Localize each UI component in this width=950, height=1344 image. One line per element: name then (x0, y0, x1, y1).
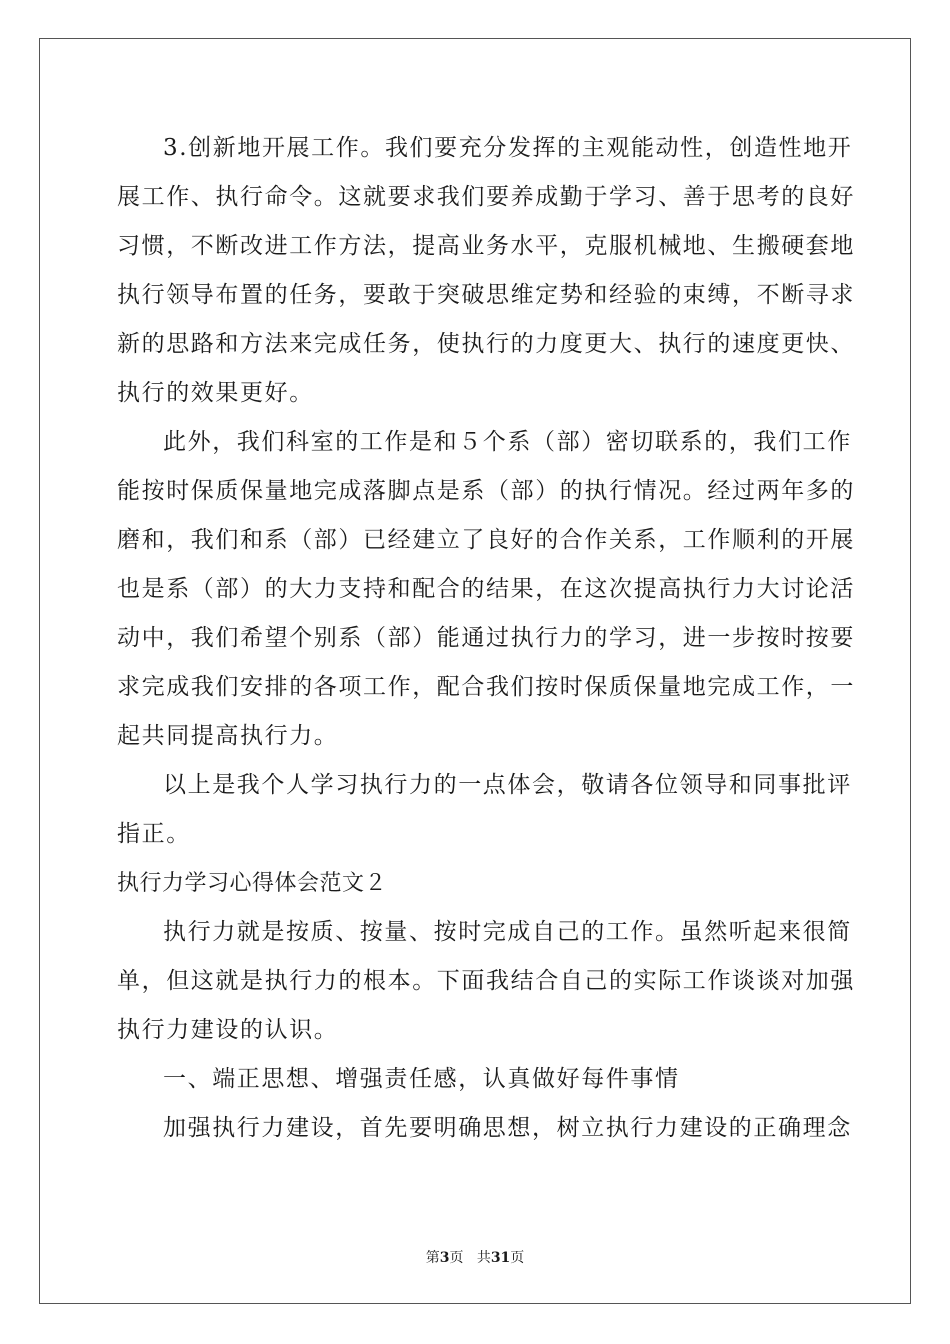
total-pages: 31 (490, 1250, 511, 1266)
paragraph-line: 展工作、执行命令。这就要求我们要养成勤于学习、善于思考的良好 (117, 184, 855, 210)
total-label-suffix: 页 (510, 1250, 525, 1266)
paragraph-line: 习惯，不断改进工作方法，提高业务水平，克服机械地、生搬硬套地 (117, 233, 855, 259)
document-body (117, 124, 855, 1153)
page-footer (0, 1247, 950, 1267)
paragraph-line: 此外，我们科室的工作是和５个系（部）密切联系的，我们工作 (163, 429, 852, 455)
paragraph-line: 执行领导布置的任务，要敢于突破思维定势和经验的束缚，不断寻求 (117, 282, 855, 308)
subsection-heading: 一、端正思想、增强责任感，认真做好每件事情 (163, 1066, 680, 1092)
total-label-prefix: 共 (476, 1250, 491, 1266)
paragraph-line: 起共同提高执行力。 (117, 723, 339, 749)
page-number: 3 (439, 1250, 450, 1266)
paragraph-line: 指正。 (117, 821, 191, 847)
paragraph-line: 磨和，我们和系（部）已经建立了良好的合作关系，工作顺利的开展 (117, 527, 855, 553)
paragraph-line: 求完成我们安排的各项工作，配合我们按时保质保量地完成工作，一 (117, 674, 855, 700)
paragraph-line: 也是系（部）的大力支持和配合的结果，在这次提高执行力大讨论活 (117, 576, 855, 602)
paragraph-line: 能按时保质保量地完成落脚点是系（部）的执行情况。经过两年多的 (117, 478, 855, 504)
paragraph-line: 执行力建设的认识。 (117, 1017, 339, 1043)
paragraph-line: 3.创新地开展工作。我们要充分发挥的主观能动性，创造性地开 (163, 135, 853, 161)
page-label-prefix: 第 (425, 1250, 440, 1266)
paragraph-line: 新的思路和方法来完成任务，使执行的力度更大、执行的速度更快、 (117, 331, 855, 357)
paragraph-line: 加强执行力建设，首先要明确思想，树立执行力建设的正确理念 (163, 1115, 852, 1141)
paragraph-line: 动中，我们希望个别系（部）能通过执行力的学习，进一步按时按要 (117, 625, 855, 651)
paragraph-line: 执行力就是按质、按量、按时完成自己的工作。虽然听起来很简 (163, 919, 852, 945)
paragraph-line: 以上是我个人学习执行力的一点体会，敬请各位领导和同事批评 (163, 772, 852, 798)
paragraph-line: 单，但这就是执行力的根本。下面我结合自己的实际工作谈谈对加强 (117, 968, 855, 994)
section-heading: 执行力学习心得体会范文２ (117, 871, 388, 896)
paragraph-line: 执行的效果更好。 (117, 380, 314, 406)
page-label-suffix: 页 (449, 1250, 464, 1266)
